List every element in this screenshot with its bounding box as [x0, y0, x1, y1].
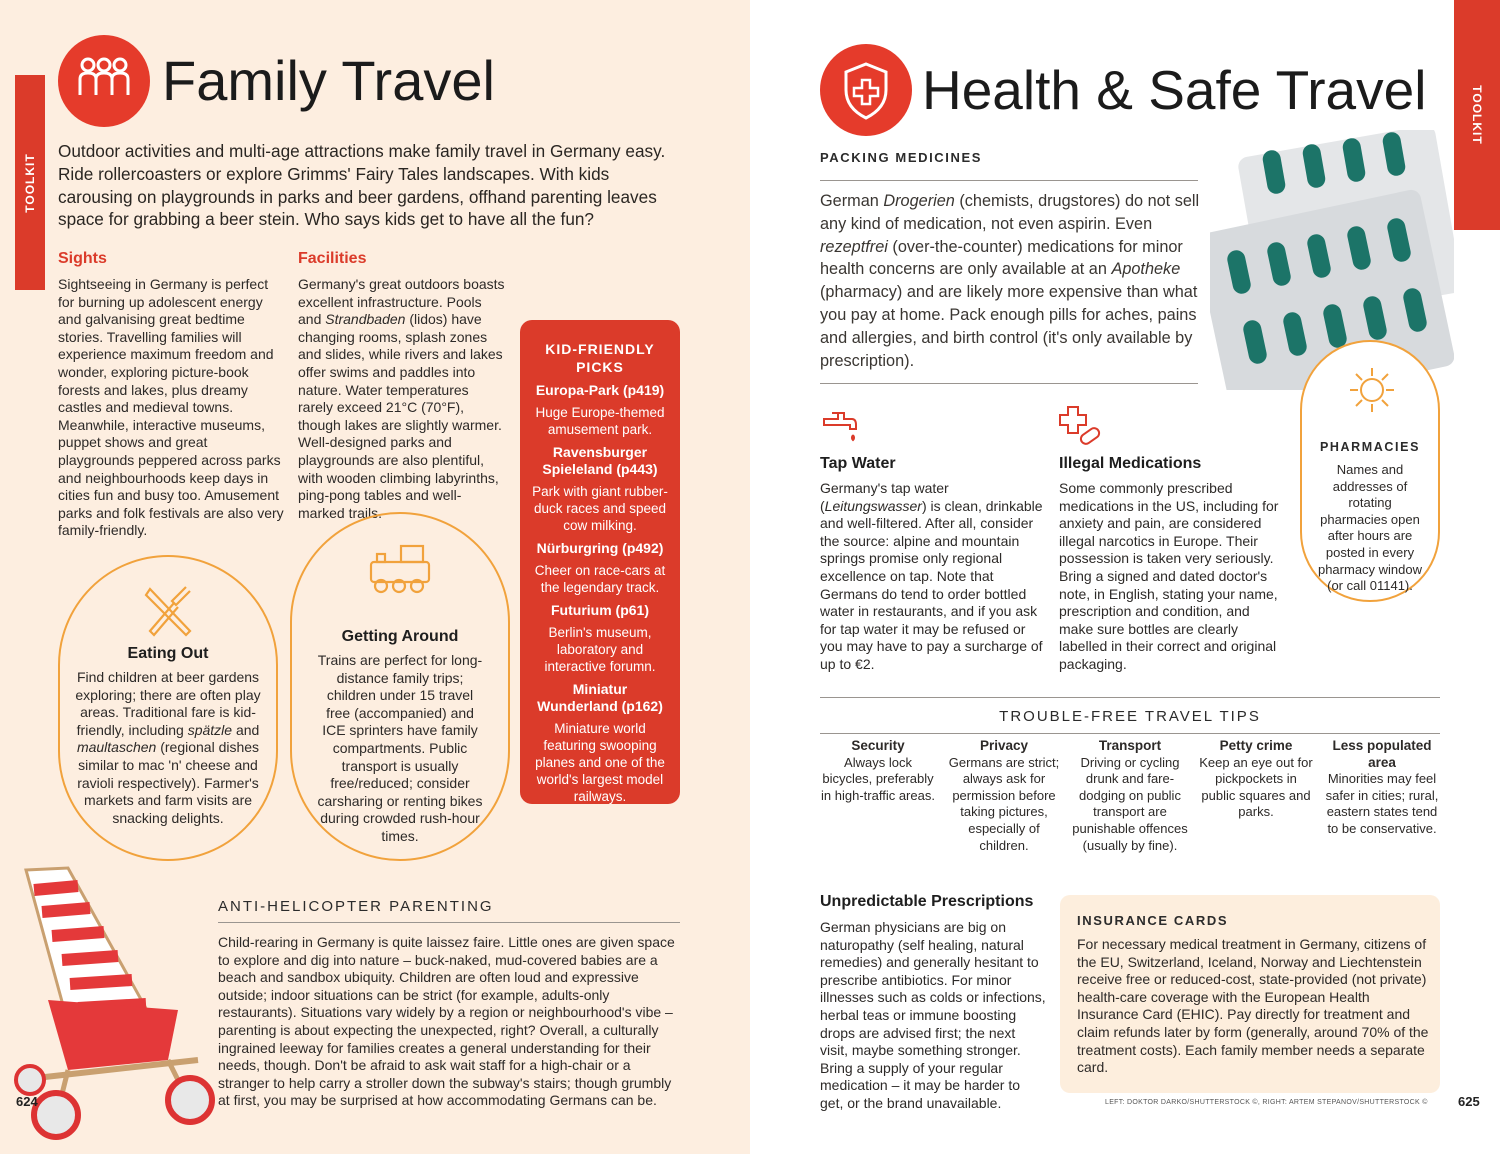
- tip-privacy: Privacy Germans are strict; always ask for permission before taking pictures, especially of children.: [948, 738, 1060, 853]
- kid-pick-name: Futurium (p61): [551, 602, 649, 618]
- anti-helicopter-text: Child-rearing in Germany is quite laissez faire. Little ones are given space to explore and dig into nature – buck-naked, mud-covered babies are a beach and sandbox ubiquity. Children are often loud and expressive outside; indoor situations can be strict (for example, adults-only restaurants). Situations vary widely by a region or neighbourhood's vibe – parenting is about expecting the unexpected, right? Overall, a culturally ingrained leeway for families creates a general understanding for their needs, though. Don't be afraid to ask wait staff for a high-chair or a stranger to help carry a stroller down the subway's stairs; though grumbly at first, you may be surprised at how accommodating Germans can be.: [218, 934, 675, 1109]
- toolkit-tab[interactable]: TOOLKIT: [1454, 0, 1500, 230]
- intro-paragraph: Outdoor activities and multi-age attractions make family travel in Germany easy. Ride rollercoasters or explore Grimms' Fairy Tales landscapes. With kids carousing on playgrounds in parks and beer gardens, offhand parenting leaves space for grabbing a beer stein. Who says kids get to have all the fun?: [58, 141, 666, 230]
- stroller-illustration: [8, 860, 218, 1140]
- sights-heading: Sights: [58, 250, 107, 267]
- family-icon: [58, 35, 150, 127]
- eating-out-card: Eating Out Find children at beer gardens exploring; there are often play areas. Traditional fare is kid-friendly, including spätzle and maultaschen (regional dishes similar to mac 'n' cheese and ravioli respectively). Farmer's markets and farm visits are snacking delights.: [58, 555, 278, 861]
- prescriptions-text: German physicians are big on naturopathy (self healing, natural remedies) and generally hesitant to prescribe antibiotics. For minor illnesses such as colds or infections, herbal teas or immune boosting drops are advised first; the next visit, maybe something stronger. Bring a supply of your regular medication – it may be harder to get, or the brand unavailable.: [820, 919, 1046, 1111]
- illegal-medications-text: Some commonly prescribed medications in the US, including for anxiety and pain, are considered illegal narcotics in Europe. Their possession is taken very seriously. Bring a signed and dated doctor's note, in English, stating your name, prescription and condition, and make sure bottles are clearly labelled in their correct and original packaging.: [1059, 480, 1279, 672]
- eating-out-text: Find children at beer gardens exploring; there are often play areas. Traditional fare is kid-friendly, including spätzle and maultaschen (regional dishes similar to mac 'n' cheese and ravioli respectively). Farmer's markets and farm visits are snacking delights.: [75, 669, 261, 826]
- photo-credits: LEFT: DOKTOR DARKO/SHUTTERSTOCK ©, RIGHT: ARTEM STEPANOV/SHUTTERSTOCK ©: [1105, 1099, 1428, 1106]
- divider: [820, 733, 1440, 734]
- tap-water-heading: Tap Water: [820, 455, 896, 472]
- divider: [820, 180, 1198, 181]
- kid-pick-name: Europa-Park (p419): [535, 382, 665, 398]
- page-title: Health & Safe Travel: [922, 59, 1427, 121]
- tip-security: Security Always lock bicycles, preferably in high-traffic areas.: [821, 738, 935, 803]
- facilities-text: Germany's great outdoors boasts excellent infrastructure. Pools and Strandbaden (lidos) have changing rooms, splash zones and slides, while rivers and lakes offer swims and paddles into nature. Water temperatures rarely exceed 21°C (70°F), though lakes are slightly warmer. Well-designed parks and playgrounds are also plentiful, with wooden climbing labyrinths, ping-pong tables and well-marked trails.: [298, 276, 505, 521]
- medicine-icon: [1058, 405, 1102, 447]
- getting-around-card: Getting Around Trains are perfect for long-distance family trips; children under 15 travel free (accompanied) and ICE sprinters have family compartments. Public transport is usually free/reduced; consider carsharing or renting bikes during crowded rush-hour times.: [290, 512, 510, 861]
- pharmacies-card: PHARMACIES Names and addresses of rotating pharmacies open after hours are posted in every pharmacy window (or call 01141).: [1300, 340, 1440, 602]
- divider: [820, 383, 1198, 384]
- getting-around-text: Trains are perfect for long-distance family trips; children under 15 travel free (accompanied) and ICE sprinters have family compartments. Public transport is usually free/reduced; consider carsharing or renting bikes during crowded rush-hour times.: [317, 652, 483, 844]
- page-number: 624: [16, 1094, 38, 1109]
- kid-pick-desc: Berlin's museum, laboratory and interactive forumn.: [544, 625, 656, 674]
- kid-pick-desc: Miniature world featuring swooping planes and one of the world's largest model railways.: [535, 721, 665, 804]
- prescriptions-heading: Unpredictable Prescriptions: [820, 893, 1034, 910]
- tip-less-populated: Less populated area Minorities may feel safer in cities; rural, eastern states tend to be conservative.: [1325, 738, 1439, 836]
- divider: [820, 697, 1440, 698]
- health-shield-icon: [820, 44, 912, 136]
- insurance-box: INSURANCE CARDS For necessary medical treatment in Germany, citizens of the EU, Switzerland, Iceland, Norway and Liechtenstein receive free or reduced-cost, state-provided (not private) health-care coverage with the European Health Insurance Card (EHIC). Pay directly for treatment and claim refunds later by form (generally, around 70% of the treatment costs). Each family member needs a separate card.: [1060, 895, 1440, 1093]
- kid-pick-name: Ravensburger Spieleland (p443): [542, 444, 658, 477]
- kid-pick-desc: Huge Europe-themed amusement park.: [535, 405, 665, 437]
- packing-heading: PACKING MEDICINES: [820, 150, 983, 165]
- packing-text: German Drogerien (chemists, drugstores) do not sell any kind of medication, not even aspirin. Even rezeptfrei (over-the-counter) medications for minor health concerns are only available at an Apotheke (pharmacy) and are likely more expensive than what you pay at home. Pack enough pills for aches, pains and allergies, and birth control (it's only available by prescription).: [820, 192, 1200, 370]
- right-page: [750, 0, 1500, 1154]
- kid-pick-name: Nürburgring (p492): [536, 540, 664, 556]
- tap-water-text: Germany's tap water (Leitungswasser) is clean, drinkable and well-filtered. After all, consider the source: alpine and mountain springs promise only regional excellence on tap. Note that Germans do tend to order bottled water in restaurants, and if you ask for tap water it may be refused or you may have to pay a surcharge of up to €2.: [820, 480, 1043, 672]
- divider: [218, 922, 680, 923]
- tip-transport: Transport Driving or cycling drunk and fare-dodging on public transport are punishable offences (usually by fine).: [1072, 738, 1188, 853]
- sun-icon: [1346, 364, 1398, 416]
- tips-heading: TROUBLE-FREE TRAVEL TIPS: [999, 708, 1261, 725]
- page-title: Family Travel: [162, 49, 495, 112]
- cutlery-icon: [142, 583, 198, 639]
- sights-text: Sightseeing in Germany is perfect for burning up adolescent energy and galvanising great bedtime stories. Travelling families will experience maximum freedom and wonder, exploring picture-book forests and lakes, plus dreamy castles and medieval towns. Meanwhile, interactive museums, puppet shows and great playgrounds peppered across parks and neighbourhoods keep days in cities fun and busy too. Amusement parks and folk festivals are also very family-friendly.: [58, 276, 284, 539]
- train-icon: [367, 540, 433, 596]
- kid-pick-desc: Cheer on race-cars at the legendary track.: [534, 563, 666, 595]
- anti-helicopter-heading: ANTI-HELICOPTER PARENTING: [218, 898, 494, 915]
- tip-petty-crime: Petty crime Keep an eye out for pickpockets in public squares and parks.: [1199, 738, 1313, 820]
- kid-pick-name: Miniatur Wunderland (p162): [537, 681, 663, 714]
- illegal-medications-heading: Illegal Medications: [1059, 455, 1202, 472]
- facilities-heading: Facilities: [298, 250, 367, 267]
- kid-friendly-picks-box: KID-FRIENDLY PICKS Europa-Park (p419) Huge Europe-themed amusement park. Ravensburger Spieleland (p443) Park with giant rubber-duck races and speed cow milking. Nürburgring (p492) Cheer on race-cars at the legendary track. Futurium (p61) Berlin's museum, laboratory and interactive forumn. Miniatur Wunderland (p162) Miniature world featuring swooping planes and one of the world's largest model railways.: [520, 320, 680, 804]
- page-number: 625: [1458, 1094, 1480, 1109]
- pharmacies-text: Names and addresses of rotating pharmacies open after hours are posted in every pharmacy window (or call 01141).: [1317, 462, 1423, 594]
- kid-pick-desc: Park with giant rubber-duck races and speed cow milking.: [532, 484, 668, 533]
- tap-icon: [820, 405, 860, 445]
- insurance-text: For necessary medical treatment in Germany, citizens of the EU, Switzerland, Iceland, Norway and Liechtenstein receive free or reduced-cost, state-provided (not private) health-care coverage with the European Health Insurance Card (EHIC). Pay directly for treatment and claim refunds later by form (generally, around 70% of the treatment costs). Each family member needs a separate card.: [1077, 936, 1429, 1076]
- toolkit-tab[interactable]: TOOLKIT: [15, 75, 45, 290]
